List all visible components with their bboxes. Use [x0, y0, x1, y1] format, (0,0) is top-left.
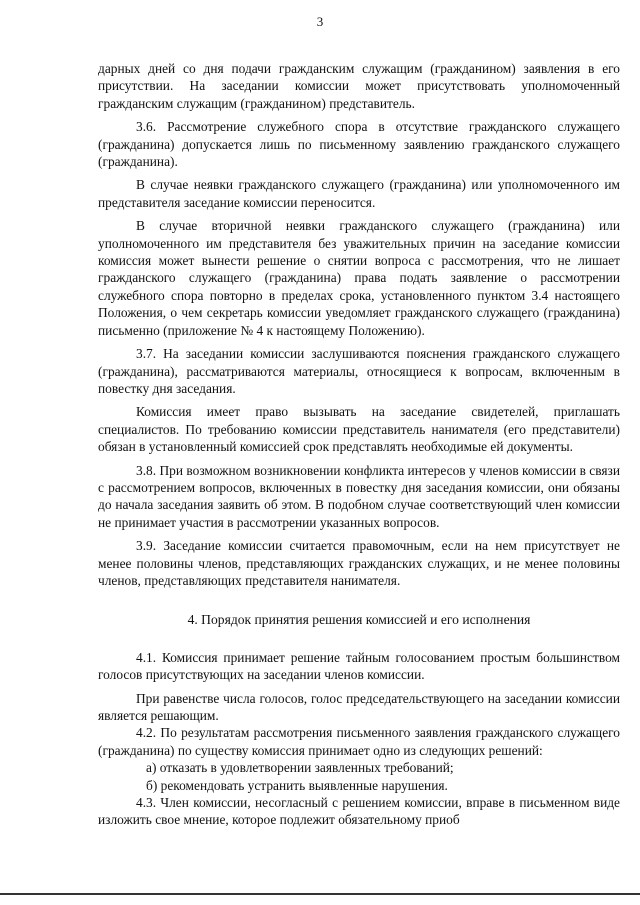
paragraph: 4.2. По результатам рассмотрения письменного заявления гражданского служащего (гражданина) по существу комиссия принимает одно из следующих решений:	[98, 725, 620, 758]
paragraph: 3.6. Рассмотрение служебного спора в отсутствие гражданского служащего (гражданина) допускается лишь по письменному заявлению гражданского служащего (гражданина).	[98, 119, 620, 170]
paragraph: дарных дней со дня подачи гражданским служащим (гражданином) заявления в его присутствии. На заседании комиссии может присутствовать уполномоченный гражданским служащим (гражданином) представитель.	[98, 61, 620, 111]
paragraph: 3.8. При возможном возникновении конфликта интересов у членов комиссии в связи с рассмотрением вопросов, включенных в повестку дня заседания комиссии, они обязаны до начала заседания заявить об этом. В подобном случае соответствующий член комиссии не принимает участия в рассмотрении указанных вопросов.	[98, 462, 620, 530]
paragraph: В случае вторичной неявки гражданского служащего (гражданина) или уполномоченного им представителя без уважительных причин на заседание комиссии комиссия может вынести решение о снятии вопроса с рассмотрения, что не лишает гражданского служащего (гражданина) права подать заявление о рассмотрении служебного спора повторно в пределах срока, установленного пунктом 3.4 настоящего Положения, о чем секретарь комиссии уведомляет гражданского служащего (гражданина) письменно (приложение № 4 к настоящему Положению).	[98, 218, 620, 338]
section-heading: 4. Порядок принятия решения комиссией и его исполнения	[187, 612, 531, 628]
paragraph: 4.1. Комиссия принимает решение тайным голосованием простым большинством голосов присутствующих на заседании членов комиссии.	[98, 649, 620, 683]
paragraph: В случае неявки гражданского служащего (гражданина) или уполномоченного им представителя заседание комиссии переносится.	[98, 177, 620, 210]
paragraph: При равенстве числа голосов, голос председательствующего на заседании комиссии является решающим.	[98, 690, 620, 723]
paragraph: 4.3. Член комиссии, несогласный с решением комиссии, вправе в письменном виде изложить свое мнение, которое подлежит обязательному приоб	[98, 795, 620, 828]
list-item: б) рекомендовать устранить выявленные нарушения.	[146, 777, 448, 793]
document-body	[98, 60, 620, 829]
paragraph: 3.9. Заседание комиссии считается правомочным, если на нем присутствует не менее половины членов, представляющих гражданских служащих, и не менее половины членов, представляющих представителя нанимателя.	[98, 538, 620, 588]
list-item: а) отказать в удовлетворении заявленных требований;	[146, 760, 454, 776]
page-number: 3	[316, 14, 324, 29]
paragraph: Комиссия имеет право вызывать на заседание свидетелей, приглашать специалистов. По требованию комиссии представитель нанимателя (его представители) обязан в установленный комиссией срок представлять необходимые ей документы.	[98, 404, 620, 455]
scan-edge-line	[0, 893, 640, 895]
paragraph: 3.7. На заседании комиссии заслушиваются пояснения гражданского служащего (гражданина), рассматриваются материалы, относящиеся к вопросам, включенным в повестку дня заседания.	[98, 346, 620, 396]
